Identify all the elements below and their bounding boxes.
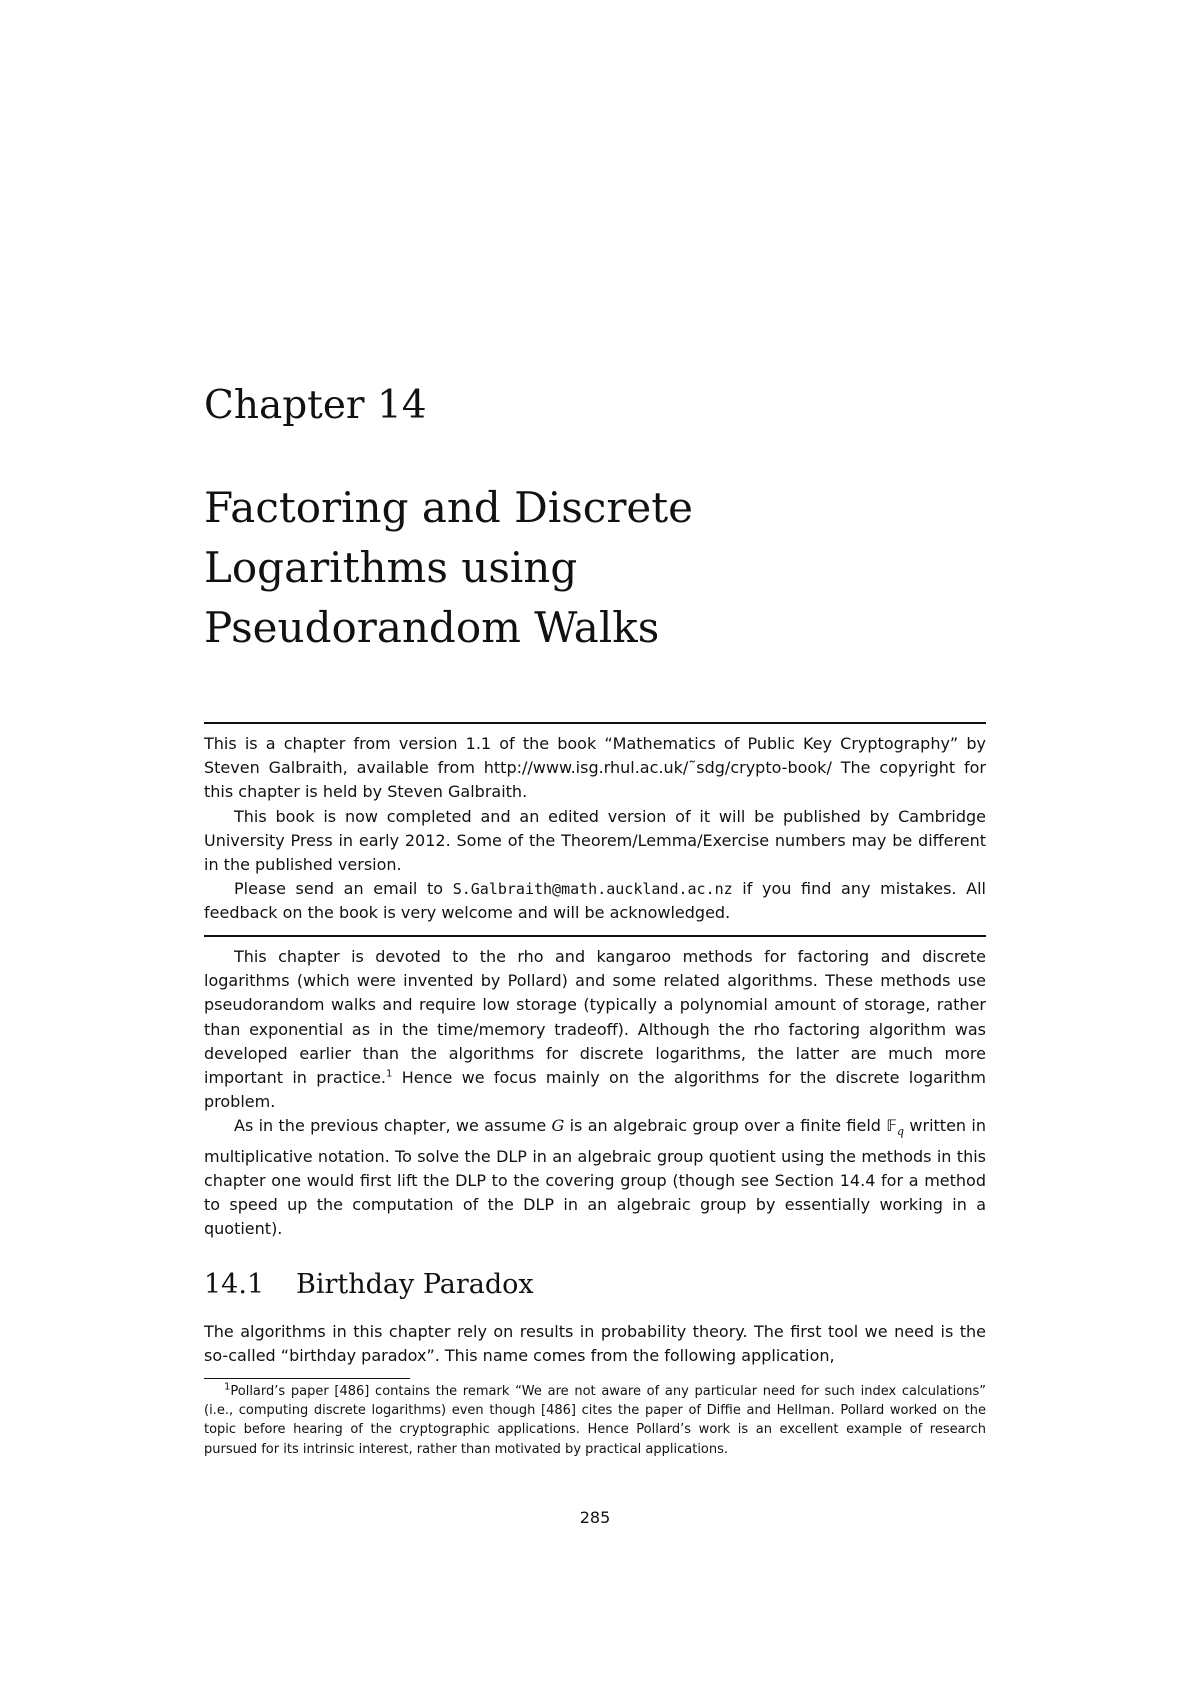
notice-text: Please send an email to bbox=[234, 879, 453, 899]
notice-paragraph: This book is now completed and an edited version of it will be published by Cambridge University Press in early 2012. Some of the Theorem/Lemma/Exercise numbers may be different in the published version. bbox=[204, 806, 986, 875]
intro-text: is an algebraic group over a finite field bbox=[564, 1116, 887, 1136]
intro-text: written in multiplicative notation. To solve the DLP in an algebraic group quotient using the methods in this chapter one would first lift the DLP to the covering group (though see Section 14.4 for a method to speed up the computation of the DLP in an algebraic group by essentially working in a quotient). bbox=[204, 1116, 986, 1239]
copyright-notice-box bbox=[204, 722, 986, 937]
notice-text: if you find any mistakes. All feedback on the book is very welcome and will be acknowledged. bbox=[204, 879, 986, 923]
intro-text: Hence we focus mainly on the algorithms for the discrete logarithm problem. bbox=[204, 1068, 986, 1112]
notice-paragraph bbox=[204, 877, 986, 925]
chapter-title bbox=[204, 478, 693, 658]
section-paragraph: The algorithms in this chapter rely on results in probability theory. The first tool we need is the so-called “birthday paradox”. This name comes from the following application, bbox=[204, 1322, 986, 1366]
section-body bbox=[204, 1320, 986, 1368]
section-title: Birthday Paradox bbox=[296, 1269, 534, 1300]
math-symbol: 𝔽 bbox=[886, 1116, 898, 1136]
author-email: S.Galbraith@math.auckland.ac.nz bbox=[452, 880, 733, 899]
intro-text: This chapter is devoted to the rho and kangaroo methods for factoring and discrete logarithms (which were invented by Pollard) and some related algorithms. These methods use pseudorandom walks and require low storage (typically a polynomial amount of storage, rather than exponential as in the time/memory tradeoff). Although the rho factoring algorithm was developed earlier than the algorithms for discrete logarithms, the latter are much more important in practice. bbox=[204, 947, 986, 1088]
math-subscript: q bbox=[897, 1125, 905, 1139]
section-heading bbox=[204, 1268, 534, 1302]
intro-text: As in the previous chapter, we assume bbox=[234, 1116, 552, 1136]
chapter-title-line: Factoring and Discrete bbox=[204, 483, 693, 532]
chapter-introduction bbox=[204, 945, 986, 1242]
notice-paragraph: This is a chapter from version 1.1 of the book “Mathematics of Public Key Cryptography” by Steven Galbraith, available from http://www.isg.rhul.ac.uk/˜sdg/crypto-book/ The copyright for this chapter is held by Steven Galbraith. bbox=[204, 734, 986, 802]
intro-paragraph bbox=[204, 945, 986, 1114]
book-page bbox=[204, 0, 986, 1698]
footnote-mark: 1 bbox=[224, 1381, 231, 1393]
footnote-text: Pollard’s paper [486] contains the remark “We are not aware of any particular need for such index calculations” (i.e., computing discrete logarithms) even though [486] cites the paper of Diffie and Hellman. Pollard worked on the topic before hearing of the cryptographic applications. Hence Pollard’s work is an excellent example of research pursued for its intrinsic interest, rather than motivated by practical applications. bbox=[204, 1384, 986, 1457]
section-number: 14.1 bbox=[204, 1269, 265, 1300]
chapter-label: Chapter 14 bbox=[204, 383, 427, 428]
intro-paragraph bbox=[204, 1114, 986, 1241]
footnote-reference: 1 bbox=[386, 1068, 393, 1080]
page-number: 285 bbox=[579, 1508, 611, 1527]
footnote-rule bbox=[204, 1378, 410, 1379]
math-symbol: G bbox=[551, 1116, 565, 1136]
chapter-title-line: Logarithms using bbox=[204, 543, 578, 592]
chapter-title-line: Pseudorandom Walks bbox=[204, 603, 660, 652]
footnote bbox=[204, 1382, 986, 1459]
